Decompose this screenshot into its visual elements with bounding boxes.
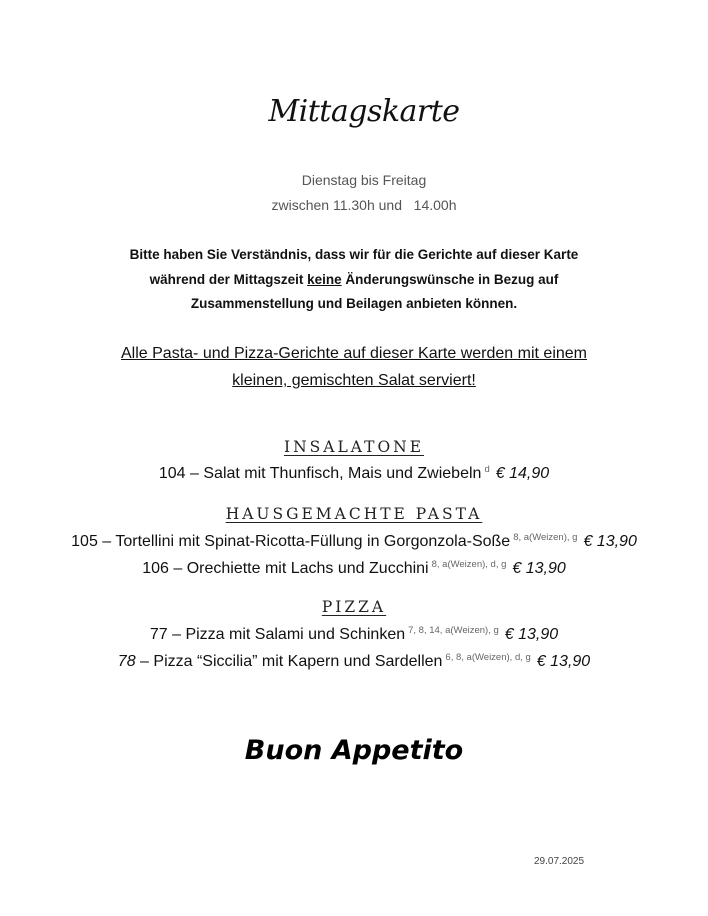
- section-heading-pasta: HAUSGEMACHTE PASTA: [225, 505, 483, 523]
- menu-item: [0, 464, 708, 483]
- notice-line-1: Bitte haben Sie Verständnis, dass wir für die Gerichte auf dieser Karte: [129, 247, 579, 262]
- item-separator: –: [172, 626, 181, 643]
- item-name: Orechiette mit Lachs und Zucchini: [186, 560, 429, 577]
- item-number: 106: [142, 560, 169, 577]
- item-price: € 13,90: [583, 533, 637, 550]
- item-number: 78: [117, 653, 136, 670]
- item-separator: –: [140, 653, 149, 670]
- notice-line-2: [0, 272, 708, 287]
- closing-greeting: Buon Appetito: [244, 735, 464, 766]
- item-number: 77: [149, 626, 168, 643]
- item-separator: –: [102, 533, 112, 550]
- notice-line-3: Zusammenstellung und Beilagen anbieten können.: [190, 296, 518, 311]
- item-name: Tortellini mit Spinat-Ricotta-Füllung in Gorgonzola-Soße: [115, 533, 511, 550]
- schedule-days: Dienstag bis Freitag: [301, 172, 427, 188]
- item-name: Salat mit Thunfisch, Mais und Zwiebeln: [203, 465, 482, 482]
- page-title: Mittagskarte: [268, 94, 460, 129]
- item-price: € 13,90: [504, 626, 559, 643]
- item-price: € 13,90: [512, 560, 566, 577]
- menu-item: [0, 559, 708, 578]
- menu-item: [0, 652, 708, 671]
- item-allergens: 8, a(Weizen), d, g: [431, 559, 507, 570]
- schedule-hours: zwischen 11.30h und 14.00h: [271, 197, 457, 213]
- item-number: 104: [158, 465, 186, 482]
- item-price: € 14,90: [495, 465, 550, 482]
- item-allergens: 8, a(Weizen), g: [513, 532, 578, 543]
- menu-item: [0, 625, 708, 644]
- item-name: Pizza mit Salami und Schinken: [185, 626, 406, 643]
- notice-line-2-end: Änderungswünsche in Bezug auf: [341, 272, 559, 287]
- item-allergens: 7, 8, 14, a(Weizen), g: [408, 625, 499, 636]
- menu-item: [0, 532, 708, 551]
- item-allergens: 6, 8, a(Weizen), d, g: [445, 652, 531, 663]
- item-name: Pizza “Siccilia” mit Kapern und Sardellen: [153, 653, 443, 670]
- section-heading-insalatone: INSALATONE: [283, 438, 425, 456]
- menu-date: 29.07.2025: [534, 856, 585, 867]
- section-heading-pizza: PIZZA: [321, 598, 387, 616]
- item-allergens: d: [484, 464, 490, 475]
- salad-note-line-1: Alle Pasta- und Pizza-Gerichte auf dieser Karte werden mit einem: [121, 345, 587, 362]
- notice-line-2-start: während der Mittagszeit: [149, 272, 308, 287]
- item-price: € 13,90: [536, 653, 591, 670]
- item-number: 105: [71, 533, 98, 550]
- item-separator: –: [190, 465, 199, 482]
- notice-emphasis: keine: [307, 272, 342, 287]
- salad-note-line-2: kleinen, gemischten Salat serviert!: [232, 372, 476, 389]
- item-separator: –: [173, 560, 183, 577]
